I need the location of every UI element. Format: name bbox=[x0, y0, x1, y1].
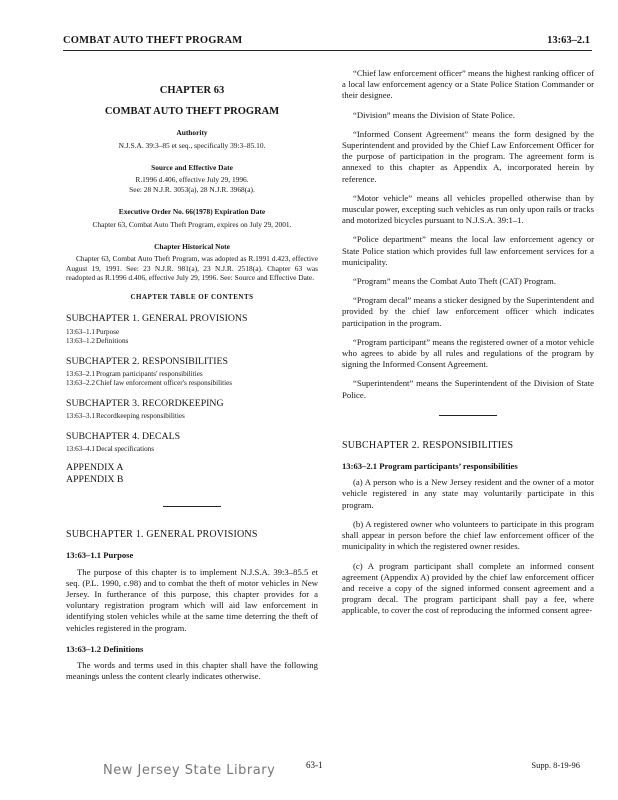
source-line-2: See: 28 N.J.R. 3053(a), 28 N.J.R. 3968(a). bbox=[129, 184, 255, 194]
toc-subchapter-2: SUBCHAPTER 2. RESPONSIBILITIES bbox=[66, 355, 228, 367]
definition-paragraph: “Program” means the Combat Auto Theft (CAT) Program. bbox=[353, 276, 556, 287]
exec-order-text: Chapter 63, Combat Auto Theft Program, expires on July 29, 2001. bbox=[92, 219, 292, 229]
running-header-section: 13:63–2.1 bbox=[547, 35, 590, 46]
source-line-1: R.1996 d.406, effective July 29, 1996. bbox=[135, 175, 249, 185]
definition-paragraph: “Motor vehicle” means all vehicles propelled otherwise than by muscular power, excepting such vehicles as run only upon rails or tracks and motorized bicycles pursuant to N.J.S.A. 39:1–1. bbox=[342, 192, 595, 226]
toc-item: 13:63–1.2 Definitions bbox=[66, 336, 129, 345]
toc-item: 13:63–2.2 Chief law enforcement officer's responsibilities bbox=[66, 378, 233, 387]
toc-item: 13:63–2.1 Program participants' responsibilities bbox=[66, 369, 203, 378]
section-2-1-para-c: (c) A program participant shall complete an informed consent agreement (Appendix A) provided by the chief law enforcement officer and receive a copy of the signed informed consent agreement and a program decal. The program participant shall pay a fee, where applicable, to cover the cost of reproducing the informed consent agree- bbox=[342, 560, 594, 616]
chapter-title: COMBAT AUTO THEFT PROGRAM bbox=[104, 106, 280, 118]
section-1-2-heading: 13:63–1.2 Definitions bbox=[66, 643, 144, 654]
page-number: 63-1 bbox=[306, 760, 323, 770]
authority-heading: Authority bbox=[176, 128, 208, 138]
section-1-1-heading: 13:63–1.1 Purpose bbox=[66, 550, 134, 561]
section-2-1-para-b: (b) A registered owner who volunteers to participate in this program shall appear in person before the chief law enforcement officer of the municipality in which the registered owner resides. bbox=[342, 518, 594, 552]
section-1-2-text: The words and terms used in this chapter shall have the following meanings unless the content clearly indicates otherwise. bbox=[66, 659, 318, 682]
section-divider bbox=[439, 415, 497, 416]
section-2-1-para-a: (a) A person who is a New Jersey resident and the owner of a motor vehicle registered in any state may voluntarily participate in this program. bbox=[342, 477, 594, 510]
history-heading: Chapter Historical Note bbox=[154, 242, 230, 252]
chapter-number: CHAPTER 63 bbox=[159, 85, 225, 96]
toc-appendix-b: APPENDIX B bbox=[66, 474, 124, 486]
definition-paragraph: “Superintendent” means the Superintendent of the Division of State Police. bbox=[342, 378, 594, 400]
authority-text: N.J.S.A. 39:3–85 et seq., specifically 39:3–85.10. bbox=[118, 140, 266, 150]
subchapter-2-heading: SUBCHAPTER 2. RESPONSIBILITIES bbox=[342, 439, 514, 451]
toc-item: 13:63–1.1 Purpose bbox=[66, 327, 120, 336]
history-note: Chapter 63, Combat Auto Theft Program, was adopted as R.1991 d.423, effective August 19, 1991. See: 23 N.J.R. 981(a), 23 N.J.R. 2518(a). Chapter 63 was readopted as R.1996 d.406, effective July 29, 1996. See: Source and Effective Date. bbox=[66, 254, 318, 282]
section-1-1-text: The purpose of this chapter is to implement N.J.S.A. 39:3–85.5 et seq. (P.L. 1990, c.98) and to combat the theft of motor vehicles in New Jersey. In furtherance of this purpose, this chapter provides for a voluntary registration program which will aid law enforcement in identifying stolen vehicles while at the same time deterring the theft of vehicles registered in the program. bbox=[66, 566, 318, 633]
exec-order-heading: Executive Order No. 66(1978) Expiration Date bbox=[118, 207, 266, 217]
toc-appendix-a: APPENDIX A bbox=[66, 462, 124, 474]
subchapter-1-heading: SUBCHAPTER 1. GENERAL PROVISIONS bbox=[66, 529, 258, 541]
toc-subchapter-4: SUBCHAPTER 4. DECALS bbox=[66, 430, 181, 442]
toc-subchapter-3: SUBCHAPTER 3. RECORDKEEPING bbox=[66, 397, 224, 409]
right-column bbox=[342, 68, 594, 625]
section-divider bbox=[163, 506, 221, 507]
supplement-date: Supp. 8-19-96 bbox=[531, 760, 580, 770]
toc-subchapter-1: SUBCHAPTER 1. GENERAL PROVISIONS bbox=[66, 313, 248, 325]
toc-heading: CHAPTER TABLE OF CONTENTS bbox=[130, 293, 254, 302]
definition-paragraph: “Division” means the Division of State Police. bbox=[353, 109, 515, 120]
definition-paragraph: “Program participant” means the registered owner of a motor vehicle who agrees to abide by all rules and regulations of the program by signing the Informed Consent Agreement. bbox=[342, 336, 594, 370]
library-stamp: New Jersey State Library bbox=[103, 763, 276, 778]
definition-paragraph: “Police department” means the local law enforcement agency or State Police station which provides full law enforcement services for a municipality. bbox=[342, 234, 594, 267]
left-column bbox=[66, 68, 318, 690]
section-2-1-heading: 13:63–2.1 Program participants’ responsibilities bbox=[342, 461, 518, 472]
running-header-title: COMBAT AUTO THEFT PROGRAM bbox=[63, 35, 243, 46]
header-rule bbox=[63, 50, 592, 51]
toc-item: 13:63–3.1 Recordkeeping responsibilities bbox=[66, 411, 185, 420]
toc-item: 13:63–4.1 Decal specifications bbox=[66, 445, 155, 454]
definition-paragraph: “Program decal” means a sticker designed by the Superintendent and provided by the chief law enforcement officer which indicates participation in the program. bbox=[342, 295, 594, 328]
source-heading: Source and Effective Date bbox=[151, 163, 233, 173]
definition-paragraph: “Chief law enforcement officer” means the highest ranking officer of a local law enforcement agency or a State Police Station Commander or their designee. bbox=[342, 68, 594, 101]
definition-paragraph: “Informed Consent Agreement” means the form designed by the Superintendent and provided by the Chief Law Enforcement Officer for the purpose of participation in the program. The agreement form is annexed to this chapter as Appendix A, incorporated herein by reference. bbox=[342, 128, 594, 184]
